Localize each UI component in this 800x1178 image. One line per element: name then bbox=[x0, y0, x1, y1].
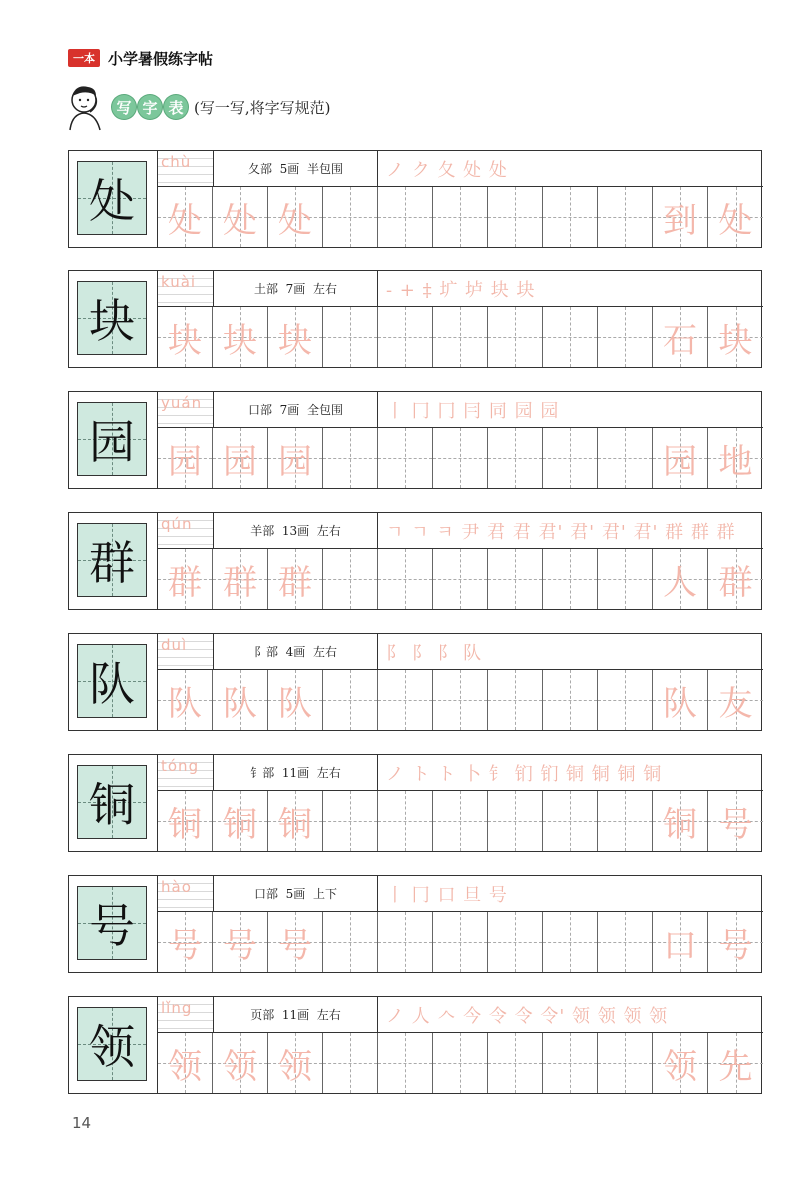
trace-char: 群 bbox=[278, 562, 312, 603]
char-info-row bbox=[157, 634, 763, 669]
stroke-count: 11画 bbox=[281, 766, 310, 780]
practice-cell[interactable] bbox=[598, 791, 653, 851]
pinyin-box bbox=[158, 271, 214, 306]
practice-cell[interactable] bbox=[708, 549, 763, 609]
character-entry bbox=[68, 512, 762, 610]
section-title-char: 写 bbox=[112, 95, 136, 119]
practice-cell[interactable] bbox=[598, 670, 653, 730]
practice-cell[interactable] bbox=[653, 428, 708, 488]
practice-cell[interactable] bbox=[323, 187, 378, 247]
radical: 土部 bbox=[254, 282, 279, 296]
char-info-row bbox=[157, 755, 763, 790]
model-char: 群 bbox=[89, 536, 135, 590]
practice-cell[interactable] bbox=[653, 791, 708, 851]
structure: 半包围 bbox=[306, 162, 343, 176]
practice-row bbox=[157, 548, 763, 609]
trace-char: 块 bbox=[223, 320, 257, 361]
pinyin: qún bbox=[161, 515, 193, 533]
trace-char: 块 bbox=[168, 320, 202, 361]
trace-char: 园 bbox=[168, 441, 202, 482]
word-trace-char: 先 bbox=[718, 1046, 753, 1087]
practice-cell[interactable] bbox=[598, 187, 653, 247]
model-char-box bbox=[77, 161, 147, 235]
word-trace-char: 群 bbox=[718, 562, 753, 603]
character-entry bbox=[68, 633, 762, 731]
practice-cell[interactable] bbox=[543, 670, 598, 730]
pinyin: kuài bbox=[161, 273, 197, 291]
stroke-count: 7画 bbox=[279, 403, 300, 417]
model-char: 块 bbox=[89, 294, 135, 348]
trace-char: 队 bbox=[278, 683, 312, 724]
practice-cell[interactable] bbox=[543, 1033, 598, 1093]
practice-cell[interactable] bbox=[433, 912, 488, 972]
word-trace-char: 领 bbox=[663, 1046, 697, 1087]
trace-char: 领 bbox=[223, 1046, 257, 1087]
practice-cell[interactable] bbox=[488, 912, 543, 972]
practice-cell[interactable] bbox=[213, 791, 268, 851]
practice-cell[interactable] bbox=[708, 791, 763, 851]
practice-cell[interactable] bbox=[653, 307, 708, 367]
pinyin-box bbox=[158, 755, 214, 790]
practice-cell[interactable] bbox=[378, 791, 433, 851]
character-entry bbox=[68, 754, 762, 852]
char-meta bbox=[214, 392, 378, 427]
book-header bbox=[68, 44, 213, 72]
word-trace-char: 处 bbox=[718, 200, 753, 241]
trace-char: 园 bbox=[278, 441, 312, 482]
pinyin: duì bbox=[161, 636, 188, 654]
practice-cell[interactable] bbox=[268, 791, 323, 851]
word-trace-char: 人 bbox=[663, 562, 697, 603]
char-meta bbox=[214, 876, 378, 911]
practice-cell[interactable] bbox=[488, 307, 543, 367]
practice-cell[interactable] bbox=[213, 912, 268, 972]
practice-cell[interactable] bbox=[488, 1033, 543, 1093]
stroke-order: ノ ク 夂 处 处 bbox=[386, 159, 508, 181]
char-meta bbox=[214, 755, 378, 790]
practice-cell[interactable] bbox=[268, 1033, 323, 1093]
stroke-order: 阝 阝 阝 队 bbox=[386, 642, 483, 664]
char-meta bbox=[214, 997, 378, 1032]
practice-cell[interactable] bbox=[378, 549, 433, 609]
char-info-row bbox=[157, 876, 763, 911]
pinyin-box bbox=[158, 997, 214, 1032]
model-char: 铜 bbox=[89, 778, 135, 832]
trace-char: 园 bbox=[223, 441, 257, 482]
practice-cell[interactable] bbox=[708, 912, 763, 972]
model-char-box bbox=[77, 402, 147, 476]
pinyin: yuán bbox=[161, 394, 203, 412]
model-char-box bbox=[77, 1007, 147, 1081]
practice-cell[interactable] bbox=[543, 549, 598, 609]
model-char: 号 bbox=[89, 899, 135, 953]
practice-cell[interactable] bbox=[433, 670, 488, 730]
word-trace-char: 石 bbox=[663, 320, 697, 361]
practice-cell[interactable] bbox=[213, 1033, 268, 1093]
structure: 左右 bbox=[312, 282, 337, 296]
section-subtitle: (写一写,将字写规范) bbox=[194, 98, 331, 117]
trace-char: 号 bbox=[278, 925, 312, 966]
page-number: 14 bbox=[72, 1114, 92, 1132]
word-trace-char: 队 bbox=[663, 683, 697, 724]
practice-cell[interactable] bbox=[323, 791, 378, 851]
practice-cell[interactable] bbox=[433, 428, 488, 488]
char-meta bbox=[214, 151, 378, 186]
radical: 页部 bbox=[250, 1008, 275, 1022]
practice-cell[interactable] bbox=[378, 1033, 433, 1093]
radical: 口部 bbox=[248, 403, 273, 417]
practice-cell[interactable] bbox=[433, 549, 488, 609]
radical: 羊部 bbox=[250, 524, 275, 538]
trace-char: 处 bbox=[278, 200, 312, 241]
practice-cell[interactable] bbox=[598, 307, 653, 367]
pinyin: tóng bbox=[161, 757, 200, 775]
practice-cell[interactable] bbox=[653, 187, 708, 247]
practice-cell[interactable] bbox=[213, 187, 268, 247]
practice-cell[interactable] bbox=[598, 428, 653, 488]
stroke-count: 5画 bbox=[279, 162, 300, 176]
practice-cell[interactable] bbox=[323, 1033, 378, 1093]
char-meta bbox=[214, 634, 378, 669]
practice-cell[interactable] bbox=[598, 549, 653, 609]
char-meta bbox=[214, 271, 378, 306]
practice-cell[interactable] bbox=[378, 187, 433, 247]
practice-cell[interactable] bbox=[323, 549, 378, 609]
structure: 左右 bbox=[312, 645, 337, 659]
practice-cell[interactable] bbox=[378, 670, 433, 730]
model-char: 队 bbox=[89, 657, 135, 711]
word-trace-char: 号 bbox=[718, 804, 753, 845]
char-info-row bbox=[157, 151, 763, 186]
practice-cell[interactable] bbox=[488, 428, 543, 488]
practice-cell[interactable] bbox=[598, 1033, 653, 1093]
trace-char: 铜 bbox=[223, 804, 257, 845]
trace-char: 群 bbox=[168, 562, 202, 603]
practice-cell[interactable] bbox=[488, 187, 543, 247]
character-entry bbox=[68, 391, 762, 489]
character-entry bbox=[68, 270, 762, 368]
practice-cell[interactable] bbox=[158, 670, 213, 730]
practice-cell[interactable] bbox=[323, 307, 378, 367]
practice-cell[interactable] bbox=[268, 307, 323, 367]
pinyin-box bbox=[158, 513, 214, 548]
structure: 左右 bbox=[316, 766, 341, 780]
practice-cell[interactable] bbox=[323, 428, 378, 488]
word-trace-char: 友 bbox=[718, 683, 753, 724]
trace-char: 号 bbox=[168, 925, 202, 966]
trace-char: 号 bbox=[223, 925, 257, 966]
practice-cell[interactable] bbox=[158, 549, 213, 609]
practice-cell[interactable] bbox=[708, 670, 763, 730]
practice-cell[interactable] bbox=[488, 670, 543, 730]
practice-row bbox=[157, 306, 763, 367]
practice-cell[interactable] bbox=[708, 187, 763, 247]
pinyin-box bbox=[158, 876, 214, 911]
practice-cell[interactable] bbox=[488, 791, 543, 851]
practice-cell[interactable] bbox=[378, 307, 433, 367]
stroke-order: ㄱ ㄱ ㅋ 尹 君 君 君' 君' 君' 君' 群 群 群 bbox=[386, 521, 736, 543]
stroke-count: 11画 bbox=[281, 1008, 310, 1022]
pinyin: lǐng bbox=[161, 999, 193, 1017]
section-title-pill bbox=[112, 93, 188, 121]
trace-char: 队 bbox=[168, 683, 202, 724]
brand-badge: 一本 bbox=[68, 49, 100, 67]
practice-cell[interactable] bbox=[433, 791, 488, 851]
section-heading bbox=[62, 82, 330, 132]
practice-row bbox=[157, 186, 763, 247]
character-entry bbox=[68, 996, 762, 1094]
char-info-row bbox=[157, 271, 763, 306]
trace-char: 领 bbox=[168, 1046, 202, 1087]
stroke-count: 13画 bbox=[281, 524, 310, 538]
radical: 口部 bbox=[254, 887, 279, 901]
practice-cell[interactable] bbox=[213, 549, 268, 609]
practice-cell[interactable] bbox=[598, 912, 653, 972]
model-char-box bbox=[77, 765, 147, 839]
word-trace-char: 块 bbox=[718, 320, 753, 361]
practice-cell[interactable] bbox=[433, 307, 488, 367]
practice-cell[interactable] bbox=[268, 549, 323, 609]
practice-cell[interactable] bbox=[323, 670, 378, 730]
practice-cell[interactable] bbox=[433, 187, 488, 247]
practice-cell[interactable] bbox=[653, 912, 708, 972]
word-trace-char: 园 bbox=[663, 441, 697, 482]
practice-cell[interactable] bbox=[213, 307, 268, 367]
pinyin-box bbox=[158, 634, 214, 669]
stroke-order: 丨 冂 口 旦 号 bbox=[386, 884, 508, 906]
model-char: 领 bbox=[89, 1020, 135, 1074]
practice-cell[interactable] bbox=[268, 670, 323, 730]
model-char: 处 bbox=[89, 174, 135, 228]
word-trace-char: 号 bbox=[718, 925, 753, 966]
trace-char: 块 bbox=[278, 320, 312, 361]
practice-cell[interactable] bbox=[708, 307, 763, 367]
practice-row bbox=[157, 911, 763, 972]
section-title-char: 表 bbox=[164, 95, 188, 119]
pinyin: chù bbox=[161, 153, 192, 171]
stroke-count: 5画 bbox=[285, 887, 306, 901]
word-trace-char: 到 bbox=[663, 200, 697, 241]
section-title-char: 字 bbox=[138, 95, 162, 119]
radical: 阝部 bbox=[254, 645, 279, 659]
stroke-order: ノ 人 𠆢 今 令 令 令' 领 领 领 领 bbox=[386, 1005, 669, 1027]
model-char-box bbox=[77, 886, 147, 960]
trace-char: 处 bbox=[168, 200, 202, 241]
model-char: 园 bbox=[89, 415, 135, 469]
model-char-box bbox=[77, 281, 147, 355]
word-trace-char: 口 bbox=[663, 925, 697, 966]
trace-char: 铜 bbox=[168, 804, 202, 845]
pinyin-box bbox=[158, 392, 214, 427]
structure: 左右 bbox=[316, 524, 341, 538]
trace-char: 领 bbox=[278, 1046, 312, 1087]
model-char-box bbox=[77, 523, 147, 597]
practice-row bbox=[157, 1032, 763, 1093]
pinyin: hào bbox=[161, 878, 192, 896]
radical: 钅部 bbox=[250, 766, 275, 780]
char-info-row bbox=[157, 513, 763, 548]
practice-cell[interactable] bbox=[543, 307, 598, 367]
stroke-order: ノ ト ト 卜 钅 钔 钔 铜 铜 铜 铜 bbox=[386, 763, 663, 785]
structure: 全包围 bbox=[306, 403, 343, 417]
stroke-order: - + ‡ 圹 垆 块 块 bbox=[386, 279, 536, 301]
practice-cell[interactable] bbox=[378, 428, 433, 488]
practice-cell[interactable] bbox=[708, 1033, 763, 1093]
practice-cell[interactable] bbox=[268, 187, 323, 247]
practice-cell[interactable] bbox=[323, 912, 378, 972]
practice-row bbox=[157, 427, 763, 488]
trace-char: 铜 bbox=[278, 804, 312, 845]
practice-cell[interactable] bbox=[268, 912, 323, 972]
trace-char: 队 bbox=[223, 683, 257, 724]
practice-cell[interactable] bbox=[543, 187, 598, 247]
practice-cell[interactable] bbox=[158, 428, 213, 488]
practice-cell[interactable] bbox=[268, 428, 323, 488]
char-info-row bbox=[157, 392, 763, 427]
practice-cell[interactable] bbox=[653, 670, 708, 730]
pinyin-box bbox=[158, 151, 214, 186]
stroke-count: 4画 bbox=[285, 645, 306, 659]
practice-cell[interactable] bbox=[158, 791, 213, 851]
practice-cell[interactable] bbox=[543, 912, 598, 972]
practice-cell[interactable] bbox=[543, 791, 598, 851]
practice-cell[interactable] bbox=[653, 1033, 708, 1093]
boy-mascot-icon bbox=[62, 82, 110, 132]
practice-cell[interactable] bbox=[158, 307, 213, 367]
trace-char: 处 bbox=[223, 200, 257, 241]
stroke-order: 丨 冂 冂 冃 同 园 园 bbox=[386, 400, 560, 422]
book-title: 小学暑假练字帖 bbox=[108, 49, 214, 68]
practice-cell[interactable] bbox=[488, 549, 543, 609]
character-entry bbox=[68, 875, 762, 973]
word-trace-char: 地 bbox=[718, 441, 753, 482]
practice-cell[interactable] bbox=[213, 670, 268, 730]
model-char-box bbox=[77, 644, 147, 718]
practice-cell[interactable] bbox=[708, 428, 763, 488]
structure: 上下 bbox=[312, 887, 337, 901]
practice-cell[interactable] bbox=[543, 428, 598, 488]
practice-cell[interactable] bbox=[433, 1033, 488, 1093]
practice-cell[interactable] bbox=[158, 1033, 213, 1093]
stroke-count: 7画 bbox=[285, 282, 306, 296]
character-entry bbox=[68, 150, 762, 248]
trace-char: 群 bbox=[223, 562, 257, 603]
practice-cell[interactable] bbox=[653, 549, 708, 609]
radical: 夂部 bbox=[248, 162, 273, 176]
practice-row bbox=[157, 790, 763, 851]
word-trace-char: 铜 bbox=[663, 804, 697, 845]
practice-cell[interactable] bbox=[158, 912, 213, 972]
structure: 左右 bbox=[316, 1008, 341, 1022]
char-info-row bbox=[157, 997, 763, 1032]
char-meta bbox=[214, 513, 378, 548]
practice-row bbox=[157, 669, 763, 730]
practice-cell[interactable] bbox=[378, 912, 433, 972]
practice-cell[interactable] bbox=[158, 187, 213, 247]
practice-cell[interactable] bbox=[213, 428, 268, 488]
